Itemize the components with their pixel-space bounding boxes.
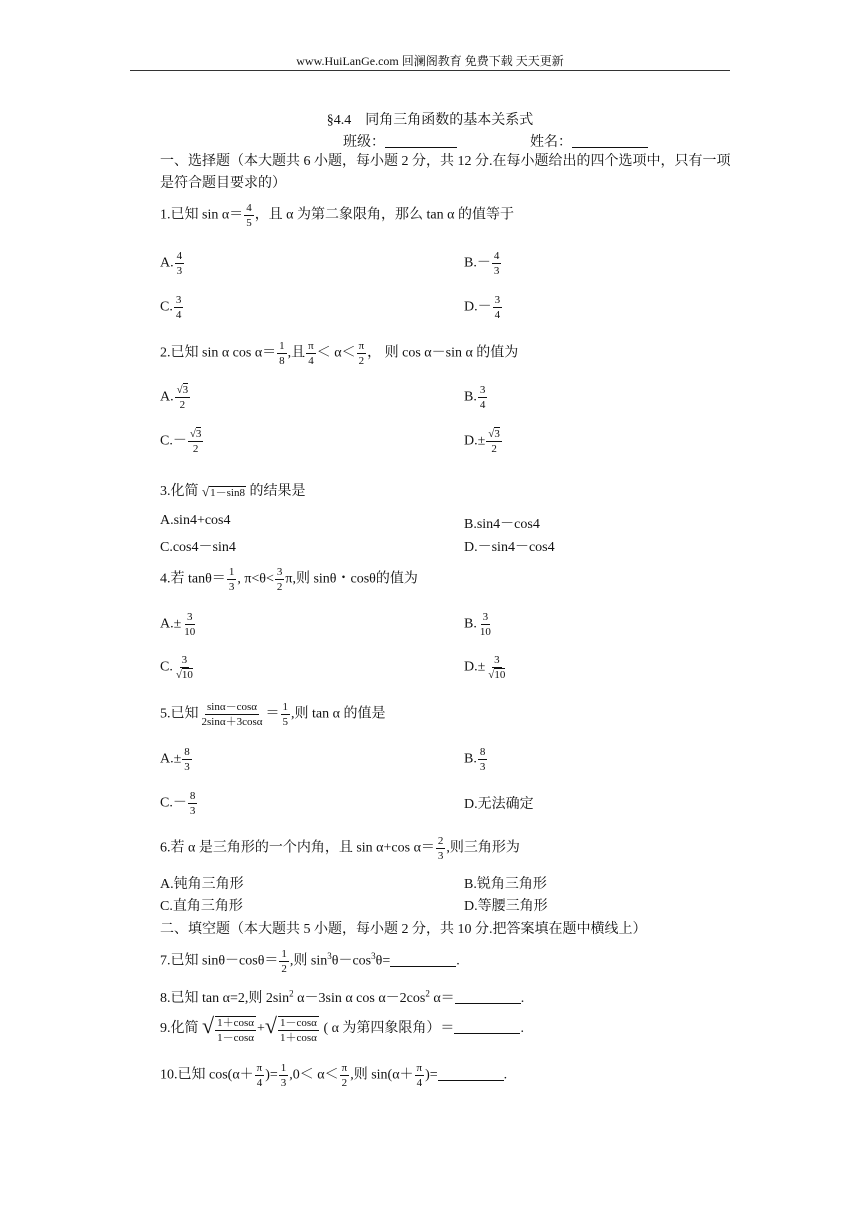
q4-option-b: B. $\frac{3}{10}$ (464, 611, 491, 638)
question-2: 2.已知 sin α cos α＝ $\frac{1}{8}$ ,且 $\frac{\pi}{4}$ ＜ α＜ $\frac{\pi}{2}$ ， 则 cos α－sin α 的值为 (160, 340, 519, 367)
question-8: 8.已知 tan α=2,则 $2\sin^2$ α－3sin α $\cos \alpha-2\cos^2$ α＝ . (160, 988, 525, 1006)
question-3: 3.化简 √1－sin8 的结果是 (160, 483, 306, 499)
question-10: 10.已知 cos(α＋ $\frac{\pi}{4}$ )= $\frac{1}{3}$ ,0＜ α＜ $\frac{\pi}{2}$ ,则 sin(α＋ $\frac{\pi}{4}$ )= . (160, 1062, 508, 1089)
name-label: 姓名： (530, 135, 572, 150)
fraction: $\frac{4}{5}$ (246, 202, 252, 229)
q6-option-d: D.等腰三角形 (464, 899, 548, 914)
q1-option-d: D.－ $\frac{3}{4}$ (464, 294, 501, 321)
q2-option-c: C.－ $\frac{√3}{2}$ (160, 428, 202, 455)
q3-option-d: D.－sin4－cos4 (464, 540, 555, 555)
q2-option-d: D.± $\frac{√3}{2}$ (464, 428, 500, 455)
q5-option-b: B. $\frac{8}{3}$ (464, 746, 486, 773)
q2-option-a: A. $\frac{√3}{2}$ (160, 384, 189, 411)
answer-blank[interactable] (454, 1033, 520, 1034)
question-6: 6.若 α 是三角形的一个内角，且 sin α+cos α＝ $\frac{2}{3}$ ,则三角形为 (160, 835, 520, 862)
class-blank (385, 147, 457, 148)
answer-blank[interactable] (438, 1080, 504, 1081)
q3-option-a: A.sin4+cos4 (160, 513, 231, 528)
header-divider (130, 70, 730, 71)
q5-option-a: A.± $\frac{8}{3}$ (160, 746, 190, 773)
name-blank (572, 147, 648, 148)
page-title: §4.4 同角三角函数的基本关系式 (326, 113, 534, 128)
question-1: 1.已知 sin α＝ $\frac{4}{5}$ ，且 α 为第二象限角，那么 tan α 的值等于 (160, 202, 514, 229)
q4-option-d: D.± $\frac{3}{√10}$ (464, 654, 506, 681)
question-7: 7.已知 sinθ－cosθ＝ $\frac{1}{2}$ ,则 $\sin^3\theta-\cos^3\theta=$ . (160, 948, 460, 975)
student-info (343, 131, 648, 151)
answer-blank[interactable] (455, 1003, 521, 1004)
question-4: 4.若 tanθ＝ $\frac{1}{3}$ , π<θ< $\frac{3}{2}$ π,则 sinθ・cosθ的值为 (160, 566, 418, 593)
q4-option-c: C. $\frac{3}{√10}$ (160, 654, 193, 681)
answer-blank[interactable] (390, 966, 456, 967)
q6-option-b: B.锐角三角形 (464, 877, 547, 892)
section-choice-heading: 一、选择题（本大题共 6 小题，每小题 2 分，共 12 分.在每小题给出的四个选项中，只有一项是符合题目要求的） (160, 154, 731, 191)
q6-option-c: C.直角三角形 (160, 899, 243, 914)
q4-option-a: A.± $\frac{3}{10}$ (160, 611, 196, 638)
q1-option-c: C. $\frac{3}{4}$ (160, 294, 182, 321)
q5-option-d: D.无法确定 (464, 797, 534, 812)
question-9: 9.化简 √ $\frac{1+\cos\alpha}{1-\cos\alpha}$ +√ $\frac{1-\cos\alpha}{1+\cos\alpha}$ ( α 为第四象限角）＝ . (160, 1013, 524, 1045)
q3-option-b: B.sin4－cos4 (464, 517, 540, 532)
question-5: 5.已知 $\frac{\sin\alpha-\cos\alpha}{2\sin\alpha+3\cos\alpha}$ ＝ $\frac{1}{5}$ ,则 tan α 的值是 (160, 701, 386, 728)
page-header: www.HuiLanGe.com 回澜阁教育 免费下载 天天更新 (296, 54, 564, 68)
q1-option-b: B.－ $\frac{4}{3}$ (464, 250, 500, 277)
q3-option-c: C.cos4－sin4 (160, 540, 236, 555)
q5-option-c: C.－ $\frac{8}{3}$ (160, 790, 196, 817)
section-fill-heading: 二、填空题（本大题共 5 小题，每小题 2 分，共 10 分.把答案填在题中横线上） (160, 922, 647, 937)
q2-option-b: B. $\frac{3}{4}$ (464, 384, 486, 411)
class-label: 班级： (343, 135, 385, 150)
q6-option-a: A.钝角三角形 (160, 877, 244, 892)
sqrt-expression: √1－sin8 (202, 483, 245, 499)
q1-option-a: A. $\frac{4}{3}$ (160, 250, 183, 277)
